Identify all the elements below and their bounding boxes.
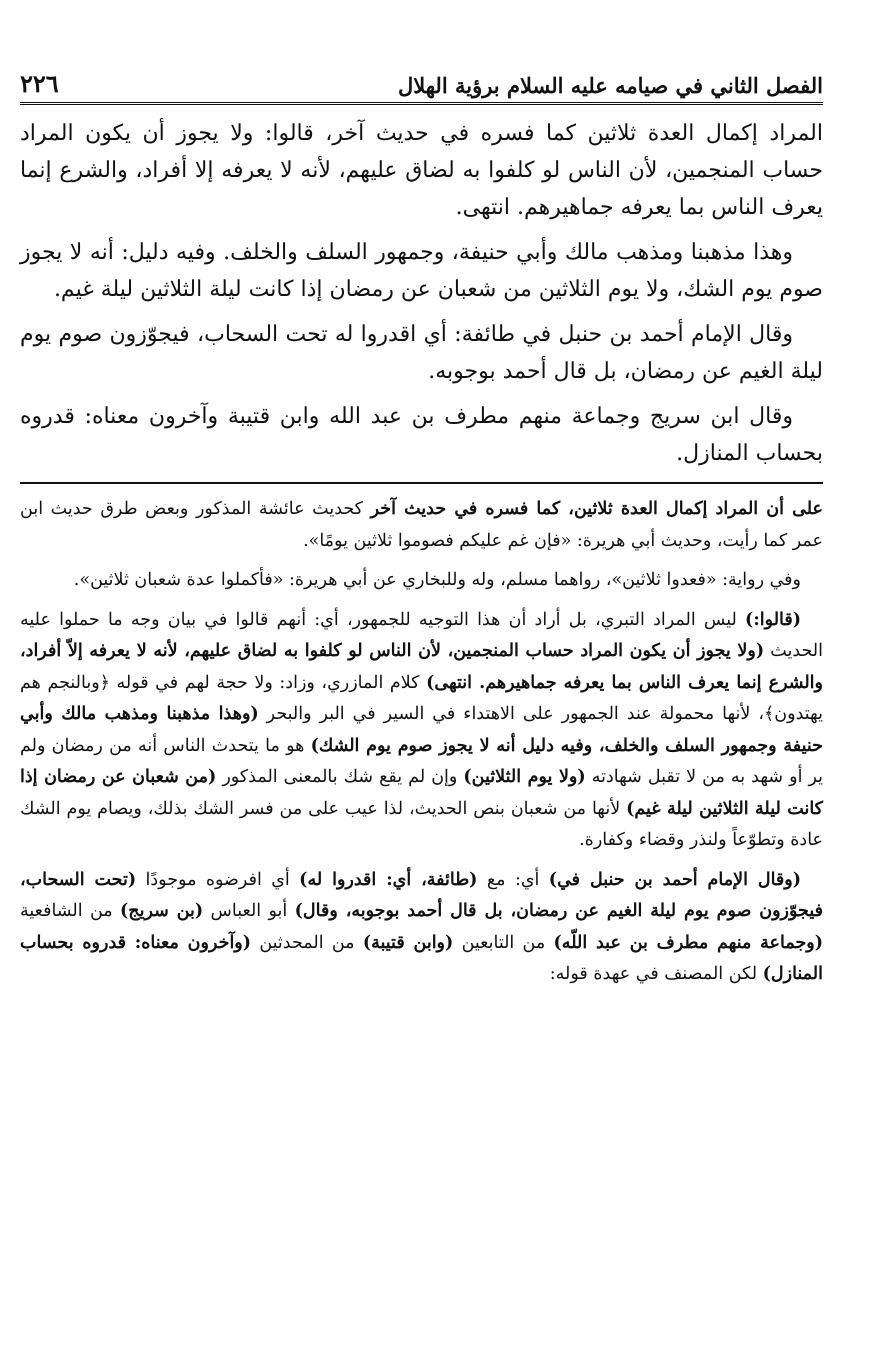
commentary-text: هو ما يتحدث الناس أنه من رمضان ولم ير أو شهد به من لا تقبل شهادته <box>20 735 824 787</box>
commentary-text: أي: مع <box>477 869 549 890</box>
main-paragraph: وقال الإمام أحمد بن حنبل في طائفة: أي اقدروا له تحت السحاب، فيجوّزون صوم يوم ليلة الغيم عن رمضان، بل قال أحمد بوجوبه. <box>20 322 823 384</box>
commentary-paragraph <box>20 494 823 557</box>
commentary <box>20 494 823 991</box>
main-paragraph: المراد إكمال العدة ثلاثين كما فسره في حديث آخر، قالوا: ولا يجوز أن يكون المراد حساب المنجمين، لأن الناس لو كلفوا به لضاق عليهم، لأنه لا يعرفه إلا أفراد، والشرع إنما يعرف الناس بما يعرفه جماهيرهم. انتهى. <box>20 121 823 220</box>
commentary-paragraph <box>20 565 823 597</box>
commentary-text: من المحدثين <box>251 932 363 953</box>
quoted-text: (وجماعة منهم مطرف بن عبد اللّه) <box>553 932 824 953</box>
commentary-text: أي افرضوه موجودًا <box>136 869 300 890</box>
quoted-text: (من شعبان عن رمضان إذا كانت ليلة الثلاثين ليلة غيم) <box>20 767 823 819</box>
main-text <box>20 115 823 472</box>
quoted-text: على أن المراد إكمال العدة ثلاثين، كما فسره في حديث آخر <box>370 499 823 519</box>
quoted-text: (وابن قتيبة) <box>362 932 454 953</box>
running-title: الفصل الثاني في صيامه عليه السلام برؤية الهلال <box>397 73 823 98</box>
page-number: ٢٢٦ <box>20 69 59 98</box>
quoted-text: (تحت السحاب، فيجوّزون صوم يوم ليلة الغيم عن رمضان، بل قال أحمد بوجوبه، وقال) <box>20 869 823 921</box>
quoted-text: (وقال الإمام أحمد بن حنبل في) <box>548 869 802 890</box>
commentary-paragraph <box>20 605 823 857</box>
commentary-text: من التابعين <box>453 932 554 953</box>
quoted-text: (طائفة، أي: اقدروا له) <box>299 869 478 890</box>
commentary-text: وفي رواية: «فعدوا ثلاثين»، رواهما مسلم، وله وللبخاري عن أبي هريرة: «فأكملوا عدة شعبان ثلاثين». <box>73 570 801 590</box>
commentary-text: ليس المراد التبري، بل أراد أن هذا التوجيه للجمهور، أي: أنهم قالوا في بيان وجه ما حملوا عليه الحديث <box>20 609 823 661</box>
main-paragraph: وهذا مذهبنا ومذهب مالك وأبي حنيفة، وجمهور السلف والخلف. وفيه دليل: أنه لا يجوز صوم يوم الشك، ولا يوم الثلاثين من شعبان عن رمضان إذا كانت ليلة الثلاثين ليلة غيم. <box>20 240 823 302</box>
commentary-text: كلام المازري، وزاد: ولا حجة لهم في قوله ﴿وبالنجم هم يهتدون﴾، لأنها محمولة عند الجمهور على الاهتداء في السير في البر والبحر <box>20 672 823 724</box>
commentary-text: وإن لم يقع شك بالمعنى المذكور <box>216 767 464 787</box>
quoted-text: (وهذا مذهبنا ومذهب مالك وأبي حنيفة وجمهور السلف والخلف، وفيه دليل أنه لا يجوز صوم يوم الشك) <box>20 704 823 756</box>
page-header <box>20 62 823 105</box>
quoted-text: (قالوا:) <box>745 609 801 630</box>
quoted-text: (بن سريج) <box>120 901 204 921</box>
quoted-text: (ولا يوم الثلاثين) <box>463 767 586 787</box>
quoted-text: (ولا يجوز أن يكون المراد حساب المنجمين، لأن الناس لو كلفوا به لضاق عليهم، لأنه لا يعرفه إلاّ أفراد، والشرع إنما يعرف الناس بما يعرفه جماهيرهم. انتهى) <box>20 641 823 693</box>
footnote-divider <box>20 482 823 484</box>
commentary-text: أبو العباس <box>203 901 295 921</box>
quoted-text: (وآخرون معناه: قدروه بحساب المنازل) <box>20 932 823 984</box>
main-paragraph: وقال ابن سريج وجماعة منهم مطرف بن عبد الله وابن قتيبة وآخرون معناه: قدروه بحساب المنازل. <box>20 404 823 466</box>
commentary-text: لكن المصنف في عهدة قوله: <box>549 964 763 984</box>
commentary-text: من الشافعية <box>20 901 121 921</box>
commentary-paragraph <box>20 865 823 991</box>
commentary-text: لأنها من شعبان بنص الحديث، لذا عيب على من فسر الشك بذلك، ويصام يوم الشك عادة وتطوّعاً ولنذر وقضاء وكفارة. <box>20 798 823 850</box>
commentary-text: كحديث عائشة المذكور وبعض طرق حديث ابن عمر كما رأيت، وحديث أبي هريرة: «فإن غم عليكم فصوموا ثلاثين يومًا». <box>20 499 823 551</box>
